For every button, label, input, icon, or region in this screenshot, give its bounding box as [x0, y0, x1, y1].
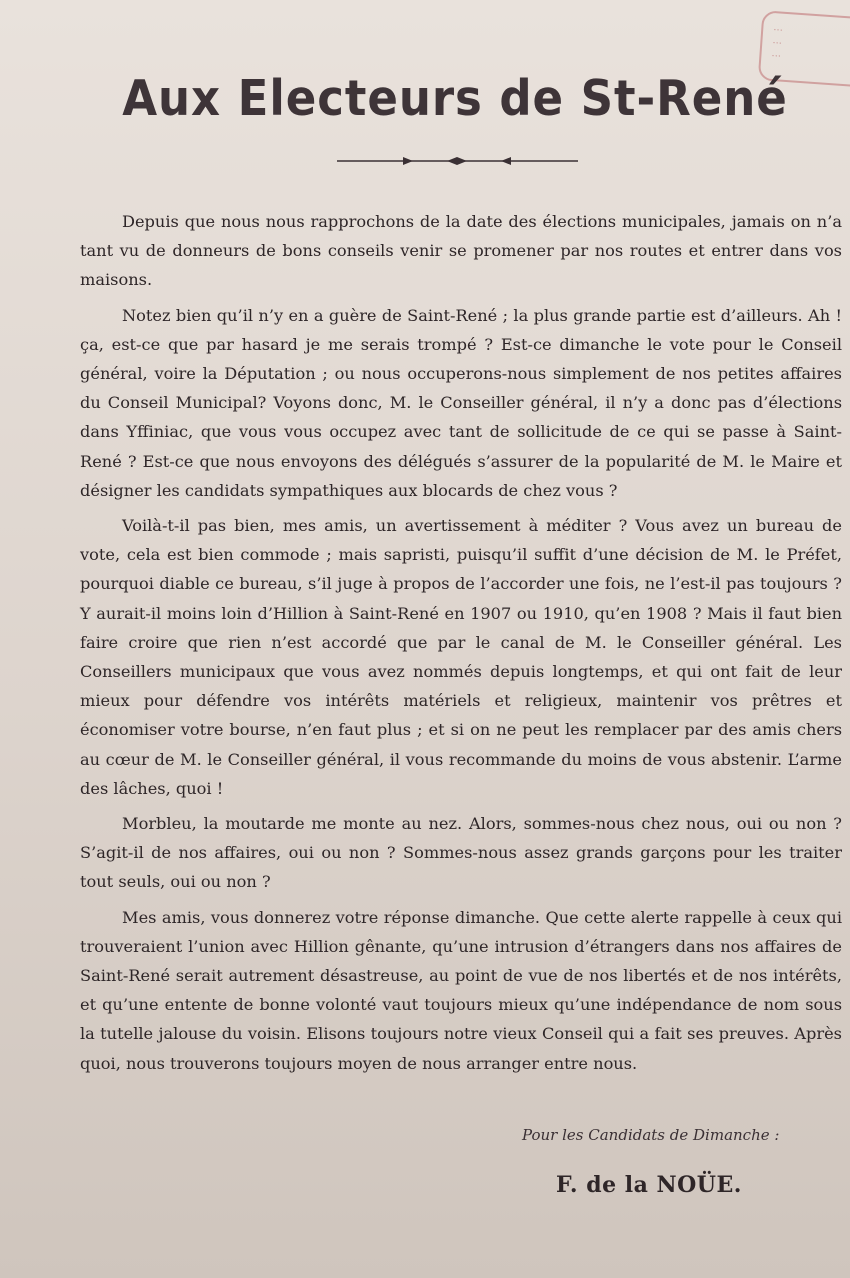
paragraph-4: Morbleu, la moutarde me monte au nez. Alors, sommes-nous chez nous, oui ou non ? S’agit-il de nos affaires, oui ou non ? Sommes-nous assez grands garçons pour les traiter tout seuls, oui ou non ?: [80, 814, 842, 892]
closing-line: Pour les Candidats de Dimanche :: [522, 1126, 780, 1144]
paragraph-3: Voilà-t-il pas bien, mes amis, un avertissement à méditer ? Vous avez un bureau de vote, cela est bien commode ; mais sapristi, puisqu’il suffit d’une décision de M. le Préfet, pourquoi diable ce bureau, s’il juge à propos de l’accorder une fois, ne l’est-il pas toujours ? Y aurait-il moins loin d’Hillion à Saint-René en 1907 ou 1910, qu’en 1908 ? Mais il faut bien faire croire que rien n’est accordé que par le canal de M. le Conseiller général. Les Conseillers municipaux que vous avez nommés depuis longtemps, et qui ont fait de leur mieux pour défendre vos intérêts matériels et religieux, maintenir vos prêtres et économiser votre bourse, n’en faut plus ; et si on ne peut les remplacer par des amis chers au cœur de M. le Conseiller général, il vous recommande du moins de vous abstenir. L’arme des lâches, quoi !: [80, 516, 842, 798]
paragraph-1: Depuis que nous nous rapprochons de la date des élections municipales, jamais on n’a tant vu de donneurs de bons conseils venir se promener par nos routes et entrer dans vos maisons.: [80, 212, 842, 290]
paragraph-5: Mes amis, vous donnerez votre réponse dimanche. Que cette alerte rappelle à ceux qui trouveraient l’union avec Hillion gênante, qu’une intrusion d’étrangers dans nos affaires de Saint-René serait autrement désastreuse, au point de vue de nos libertés et de nos intérêts, et qu’une entente de bonne volonté vaut toujours mieux qu’une indépendance de nom sous la tutelle jalouse du voisin. Elisons toujours notre vieux Conseil qui a fait ses preuves. Après quoi, nous trouverons toujours moyen de nous arranger entre nous.: [80, 907, 842, 1073]
stamp-line-3: ...: [771, 47, 782, 60]
paragraph-2: Notez bien qu’il n’y en a guère de Saint-René ; la plus grande partie est d’ailleurs. Ah ! ça, est-ce que par hasard je me serais trompé ? Est-ce dimanche le vote pour le Conseil général, voire la Députation ; ou nous occuperons-nous simplement de nos petites affaires du Conseil Municipal? Voyons donc, M. le Conseiller général, il n’y a donc pas d’élections dans Yffiniac, que vous vous occupez avec tant de sollicitude de ce qui se passe à Saint-René ? Est-ce que nous envoyons des délégués s’assurer de la popularité de M. le Maire et désigner les candidats sympathiques aux blocards de chez vous ?: [80, 305, 842, 500]
stamp-line-2: ...: [772, 35, 783, 47]
poster-body: [80, 207, 842, 1084]
stamp-line-1: ...: [773, 22, 784, 34]
ornamental-divider: [335, 154, 580, 168]
poster-title: Aux Electeurs de St-René: [122, 70, 788, 127]
signature: F. de la NOÜE.: [556, 1172, 742, 1198]
